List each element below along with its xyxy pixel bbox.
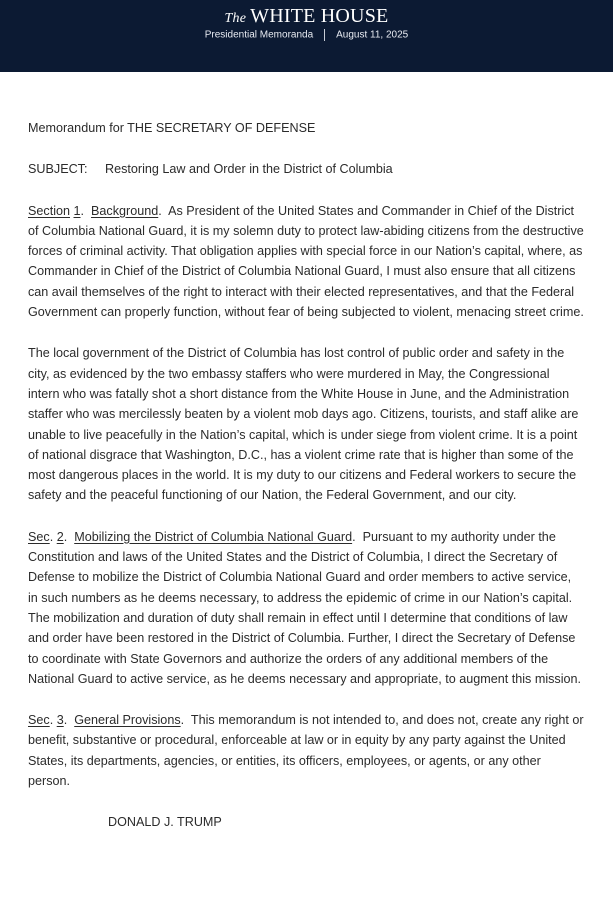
section-1: Section 1. Background. As President of the United States and Commander in Chief of the District of Columbia National Guard, it is my solemn duty to protect law-abiding citizens from the destructive forces of criminal activity. That obligation applies with special force in our Nation’s capital, where, as Commander in Chief of the District of Columbia National Guard, I must also ensure that all citizens can avail themselves of the right to interact with their elected representatives, and that the Federal Government can properly function, without fear of being subjected to violent, menacing street crime. — [28, 203, 584, 320]
subject-text: Restoring Law and Order in the District of Columbia — [105, 162, 393, 177]
subject-label: SUBJECT: — [28, 162, 88, 177]
memo-body — [28, 118, 584, 833]
article-meta — [0, 29, 613, 42]
section-2-title: Mobilizing the District of Columbia National Guard — [74, 529, 353, 544]
category-link[interactable]: Presidential Memoranda — [204, 29, 314, 41]
memo-subject — [28, 159, 584, 179]
logo-prefix: The — [224, 11, 247, 26]
section-3: Sec. 3. General Provisions. This memorandum is not intended to, and does not, create any right or benefit, substantive or procedural, enforceable at law or in equity by any party against the United States, its departments, agencies, or entities, its officers, employees, or agents, or any other person. — [28, 713, 584, 789]
section-3-title: General Provisions — [74, 713, 181, 728]
memo-addressee: Memorandum for THE SECRETARY OF DEFENSE — [28, 121, 316, 135]
section-1-title: Background — [91, 203, 159, 218]
site-header — [0, 0, 613, 72]
section-2-text: Pursuant to my authority under the Constitution and laws of the United States and the District of Columbia, I direct the Secretary of Defense to mobilize the District of Columbia National Guard and order members to active service, in such numbers as he deems necessary, to address the epidemic of crime in our Nation’s capital. The mobilization and duration of duty shall remain in effect until I determine that conditions of law and order have been restored in the District of Columbia. Further, I direct the Secretary of Defense to coordinate with State Governors and authorize the orders of any additional members of the National Guard to active service, as he deems necessary and appropriate, to augment this mission. — [28, 529, 582, 686]
publish-date: August 11, 2025 — [336, 29, 409, 41]
logo-main: WHITE HOUSE — [250, 5, 389, 27]
section-1-text: As President of the United States and Commander in Chief of the District of Columbia National Guard, it is my solemn duty to protect law-abiding citizens from the destructive forces of criminal activity. That obligation applies with special force in our Nation’s capital, where, as Commander in Chief of the District of Columbia National Guard, I must also ensure that all citizens can avail themselves of the right to interact with their elected representatives, and that the Federal Government can properly function, without fear of being subjected to violent, menacing street crime. — [28, 203, 584, 320]
section-3-label: Sec — [28, 713, 50, 728]
signature: DONALD J. TRUMP — [108, 815, 222, 830]
white-house-logo[interactable] — [0, 6, 613, 29]
section-3-text: This memorandum is not intended to, and does not, create any right or benefit, substantive or procedural, enforceable at law or in equity by any party against the United States, its departments, agencies, or entities, its officers, employees, or agents, or any other person. — [28, 713, 584, 789]
section-3-number: 3 — [56, 713, 64, 728]
meta-divider — [324, 29, 325, 41]
section-2: Sec. 2. Mobilizing the District of Columbia National Guard. Pursuant to my authority under the Constitution and laws of the United States and the District of Columbia, I direct the Secretary of Defense to mobilize the District of Columbia National Guard and order members to active service, in such numbers as he deems necessary, to address the epidemic of crime in our Nation’s capital. The mobilization and duration of duty shall remain in effect until I determine that conditions of law and order have been restored in the District of Columbia. Further, I direct the Secretary of Defense to coordinate with State Governors and authorize the orders of any additional members of the National Guard to active service, as he deems necessary and appropriate, to augment this mission. — [28, 529, 582, 686]
section-1-number: 1 — [73, 203, 81, 218]
section-2-number: 2 — [56, 529, 64, 544]
section-2-label: Sec — [28, 529, 50, 544]
section-1-label: Section — [28, 203, 71, 218]
paragraph-2: The local government of the District of Columbia has lost control of public order and safety in the city, as evidenced by the two embassy staffers who were murdered in May, the Congressional intern who was fatally shot a short distance from the White House in June, and the Administration staffer who was mercilessly beaten by a violent mob days ago. Citizens, tourists, and staff alike are unable to live peacefully in the Nation’s capital, which is under siege from violent crime. It is a point of national disgrace that Washington, D.C., has a violent crime rate that is higher than some of the most dangerous places in the world. It is my duty to our citizens and Federal workers to secure the safety and the peaceful functioning of our Nation, the Federal Government, and our city. — [28, 346, 579, 503]
